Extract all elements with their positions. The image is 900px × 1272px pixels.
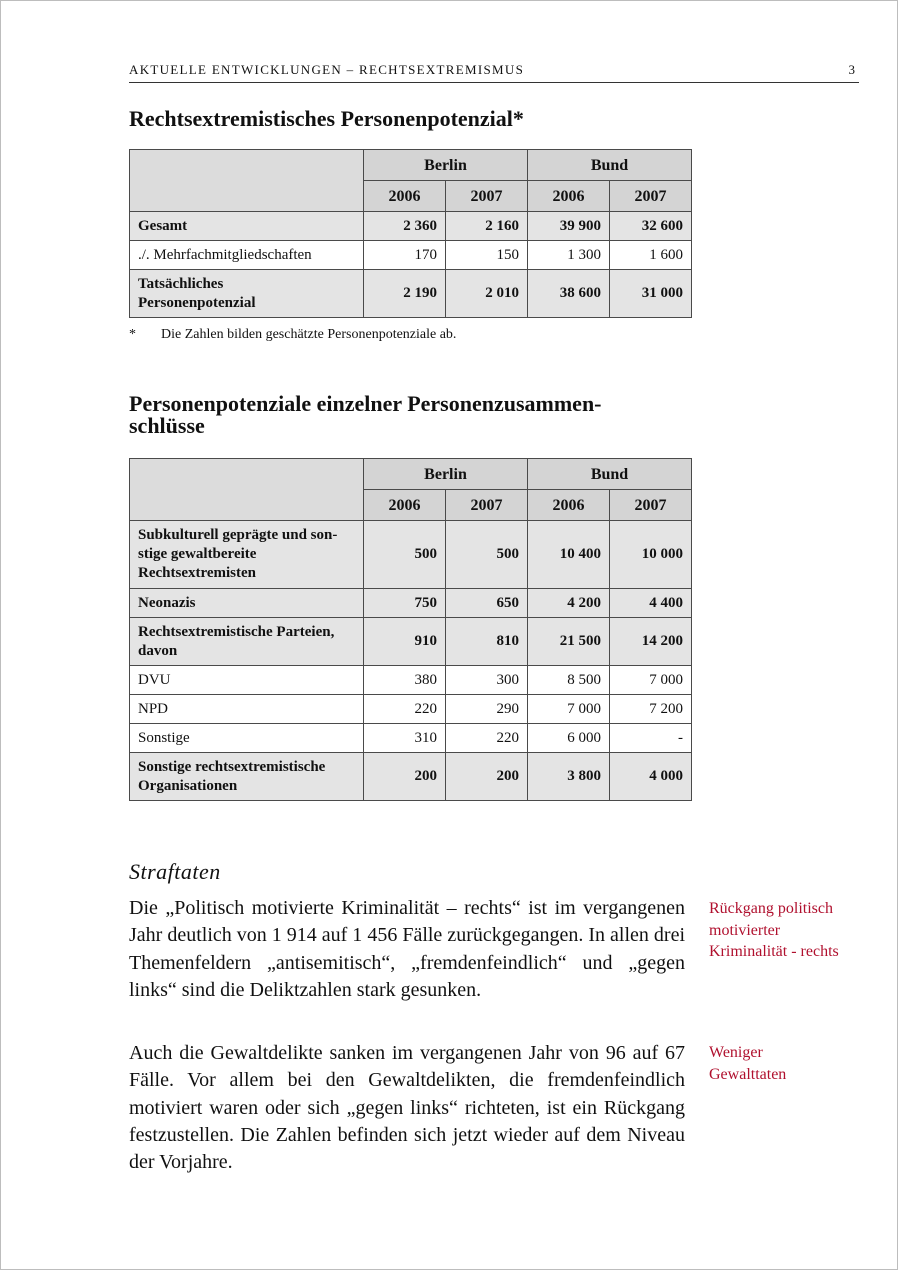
column-group-berlin: Berlin	[364, 459, 528, 490]
row-label: Sonstige	[130, 724, 364, 753]
cell-value: 170	[364, 241, 446, 270]
cell-value: 310	[364, 724, 446, 753]
table-row	[130, 618, 692, 666]
row-label	[130, 753, 364, 801]
table-row	[130, 695, 692, 724]
section-heading: Straftaten	[129, 859, 221, 884]
cell-value: -	[610, 724, 692, 753]
table-row	[130, 724, 692, 753]
table-row	[130, 753, 692, 801]
cell-value: 38 600	[528, 270, 610, 318]
cell-value: 21 500	[528, 618, 610, 666]
row-label-line: davon	[138, 642, 178, 659]
table-personenpotenzial	[129, 149, 692, 318]
page-number: 3	[848, 62, 855, 77]
row-label-line: Personenpotenzial	[138, 294, 256, 311]
cell-value: 910	[364, 618, 446, 666]
cell-value: 220	[446, 724, 528, 753]
cell-value: 750	[364, 589, 446, 618]
cell-value: 10 000	[610, 521, 692, 589]
year-header: 2006	[528, 490, 610, 521]
margin-note-line: Weniger	[709, 1044, 763, 1061]
column-group-berlin: Berlin	[364, 150, 528, 181]
cell-value: 7 000	[610, 666, 692, 695]
table-corner-cell	[130, 150, 364, 212]
row-label-line: Sonstige rechtsextremistische	[138, 758, 326, 775]
cell-value: 2 190	[364, 270, 446, 318]
year-header: 2007	[610, 181, 692, 212]
cell-value: 10 400	[528, 521, 610, 589]
row-label-line: Rechtsextremisten	[138, 565, 257, 581]
cell-value: 290	[446, 695, 528, 724]
cell-value: 650	[446, 589, 528, 618]
row-label: Gesamt	[130, 212, 364, 241]
table-row	[130, 270, 692, 318]
column-group-bund: Bund	[528, 150, 692, 181]
cell-value: 300	[446, 666, 528, 695]
cell-value: 1 600	[610, 241, 692, 270]
cell-value: 150	[446, 241, 528, 270]
table-row	[130, 666, 692, 695]
cell-value: 2 360	[364, 212, 446, 241]
table-row	[130, 241, 692, 270]
title-line: schlüsse	[129, 413, 205, 438]
year-header: 2006	[364, 181, 446, 212]
cell-value: 810	[446, 618, 528, 666]
table2-title	[129, 393, 689, 437]
margin-note-1	[709, 898, 869, 963]
cell-value: 220	[364, 695, 446, 724]
footnote-text: Die Zahlen bilden geschätzte Personenpotenziale ab.	[161, 327, 457, 342]
row-label-line: Rechtsextremistische Parteien,	[138, 623, 335, 640]
table-row	[130, 589, 692, 618]
row-label: DVU	[130, 666, 364, 695]
cell-value: 39 900	[528, 212, 610, 241]
year-header: 2007	[446, 490, 528, 521]
row-label	[130, 521, 364, 589]
table-personenzusammenschluesse	[129, 458, 692, 801]
cell-value: 500	[364, 521, 446, 589]
cell-value: 1 300	[528, 241, 610, 270]
margin-note-line: motivierter	[709, 921, 781, 939]
table-row	[130, 212, 692, 241]
year-header: 2007	[446, 181, 528, 212]
paragraph-1: Die „Politisch motivierte Kriminalität – rechts“ ist im vergangenen Jahr deutlich von 1 914 auf 1 456 Fälle zurückgegangen. In allen drei Themenfeldern „antisemitisch“, „fremdenfeindlich“ und „gegen links“ sind die Deliktzahlen stark gesunken.	[129, 897, 685, 1001]
table-row	[130, 521, 692, 589]
cell-value: 7 200	[610, 695, 692, 724]
table1-title: Rechtsextremistisches Personenpotenzial*	[129, 106, 524, 131]
row-label-line: Organisationen	[138, 777, 238, 794]
year-header: 2006	[364, 490, 446, 521]
cell-value: 380	[364, 666, 446, 695]
row-label-line: stige gewaltbereite	[138, 546, 257, 562]
cell-value: 7 000	[528, 695, 610, 724]
cell-value: 500	[446, 521, 528, 589]
cell-value: 32 600	[610, 212, 692, 241]
row-label-line: Subkulturell geprägte und son-	[138, 527, 338, 543]
row-label	[130, 618, 364, 666]
cell-value: 8 500	[528, 666, 610, 695]
title-line: Personenpotenziale einzelner Personenzusammen-	[129, 391, 602, 416]
year-header: 2007	[610, 490, 692, 521]
cell-value: 4 400	[610, 589, 692, 618]
margin-note-line: Kriminalität - rechts	[709, 943, 839, 960]
running-header	[129, 62, 859, 83]
row-label: NPD	[130, 695, 364, 724]
cell-value: 200	[364, 753, 446, 801]
cell-value: 200	[446, 753, 528, 801]
table-corner-cell	[130, 459, 364, 521]
cell-value: 31 000	[610, 270, 692, 318]
cell-value: 2 010	[446, 270, 528, 318]
cell-value: 6 000	[528, 724, 610, 753]
cell-value: 4 000	[610, 753, 692, 801]
row-label	[130, 270, 364, 318]
table1-footnote	[129, 327, 456, 343]
margin-note-line: Rückgang politisch	[709, 900, 833, 917]
margin-note-2	[709, 1042, 869, 1085]
cell-value: 2 160	[446, 212, 528, 241]
cell-value: 14 200	[610, 618, 692, 666]
row-label: ./. Mehrfachmitgliedschaften	[130, 241, 364, 270]
row-label: Neonazis	[130, 589, 364, 618]
running-title: AKTUELLE ENTWICKLUNGEN – RECHTSEXTREMISMUS	[129, 62, 525, 77]
year-header: 2006	[528, 181, 610, 212]
column-group-bund: Bund	[528, 459, 692, 490]
row-label-line: Tatsächliches	[138, 275, 224, 292]
margin-note-line: Gewalttaten	[709, 1065, 787, 1083]
paragraph-2: Auch die Gewaltdelikte sanken im vergangenen Jahr von 96 auf 67 Fälle. Vor allem bei den Gewaltdelikten, die fremdenfeindlich motiviert waren oder sich „gegen links“ richteten, ist ein Rückgang festzustellen. Die Zahlen befinden sich jetzt wieder auf dem Niveau der Vorjahre.	[129, 1042, 685, 1174]
footnote-marker: *	[129, 327, 136, 342]
cell-value: 3 800	[528, 753, 610, 801]
cell-value: 4 200	[528, 589, 610, 618]
